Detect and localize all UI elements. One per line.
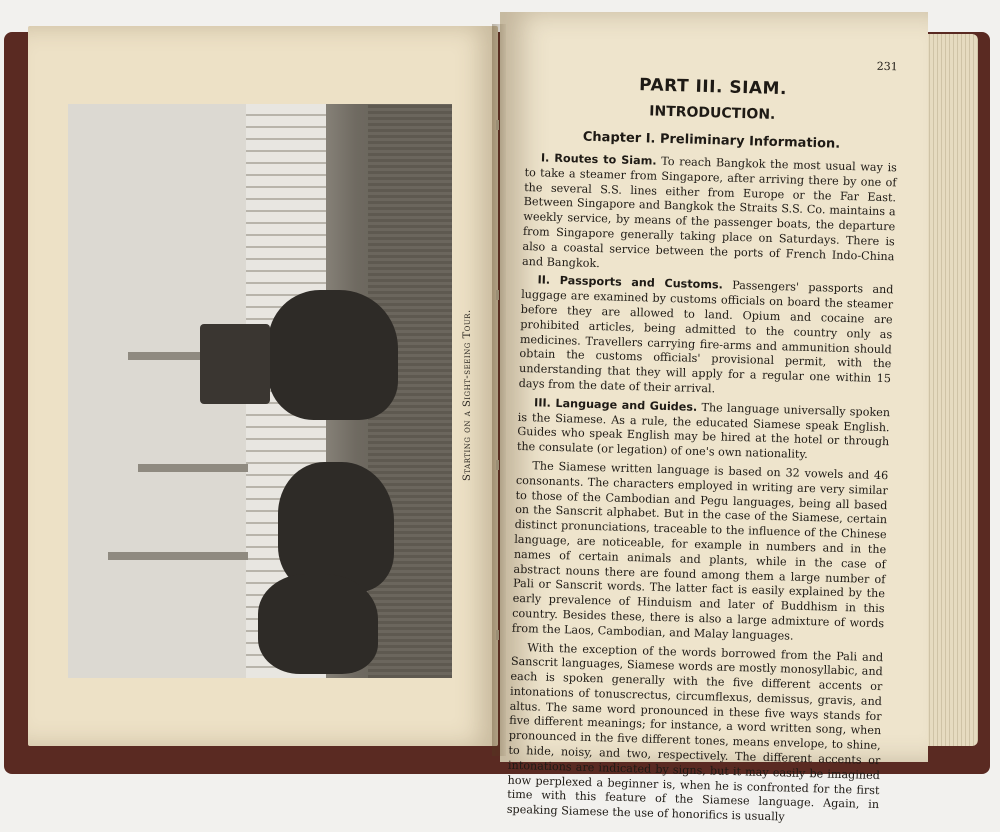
plate-elephant [268, 290, 398, 420]
page-number: 231 [876, 59, 898, 74]
page-text [506, 50, 899, 832]
plate-spire [108, 552, 248, 560]
section-text: To reach Bangkok the most usual way is to take a steamer from Singapore, after arriving there by one of the several S.S. lines either from Europe or the Far East. Between Singapore and Bangkok the Straits S.S. Co. maintains a weekly service, by means of the passenger boats, the departure from Singapore generally taking place on Saturdays. There is also a coastal service between the ports of French Indo-China and Bangkok. [521, 154, 898, 270]
section-lead: I. Routes to Siam. [540, 151, 657, 168]
page-edges [926, 34, 978, 746]
binding-stitch [496, 630, 499, 640]
section-lead: II. Passports and Customs. [537, 273, 724, 292]
intro-heading: INTRODUCTION. [649, 103, 776, 123]
plate-elephant [258, 574, 378, 674]
plate-caption: Starting on a Sight-seeing Tour. [462, 309, 473, 481]
section-text: The language universally spoken is the Siamese. As a rule, the educated Siamese speak English. Guides who speak English may be hired at the hotel or through the consulate (or legation) of one's own nationality. [516, 400, 891, 462]
binding-stitch [496, 120, 499, 130]
part-heading: PART III. SIAM. [638, 75, 788, 100]
binding-stitch [496, 460, 499, 470]
chapter-heading: Chapter I. Preliminary Information. [582, 129, 841, 152]
plate-spire [138, 464, 248, 472]
binding-stitch [496, 290, 499, 300]
section-text: Passengers' passports and luggage are examined by customs officials on board the steamer before they are allowed to land. Opium and cocaine are prohibited articles, being admitted to the country only as medicines. Travellers carrying fire-arms and ammunition should obtain the customs officials' provisional permit, with the understanding that they will apply for a regular one within 15 days from the date of their arrival. [518, 279, 894, 396]
section-lead: III. Language and Guides. [533, 396, 698, 414]
plate-howdah [200, 324, 270, 404]
section-routes [522, 151, 897, 280]
body-paragraph: With the exception of the words borrowed from the Pali and Sanscrit languages, Siamese words are mostly monosyllabic, and each is spoken generally with the five different accents or intonations of tonuscrectus, circumflexus, demissus, gravis, and altus. The same word pronounced in these five ways stands for five different meanings; for instance, a word written song, when pronounced in the five different tones, means envelope, to shine, to hide, noisy, and two, respectively. The different accents or intonations are indicated by signs, but it may easily be imagined how perplexed a beginner is, when he is confronted for the first time with this feature of the Siamese language. Again, in speaking Siamese the use of honorifics is usually [506, 640, 884, 824]
section-language [517, 396, 891, 466]
body-paragraph: The Siamese written language is based on 32 vowels and 46 consonants. The characters employed in writing are very similar to those of the Cambodian and Pegu languages, being all based on the Sanscrit alphabet. But in the case of the Siamese, certain distinct pronunciations, traceable to the influence of the Chinese language, are noticeable, for example in numbers and in the names of certain animals and plants, while in the case of abstract nouns there are found among them a large number of Pali or Sanscrit words. The latter fact is easily explained by the early prevalence of Hinduism and later of Buddhism in this country. Besides these, there is also a large admixture of words from the Laos, Cambodian, and Malay languages. [511, 459, 889, 643]
plate-elephant [278, 462, 394, 592]
section-passports [518, 273, 893, 402]
book-gutter [492, 24, 506, 756]
photo-plate [68, 104, 452, 678]
